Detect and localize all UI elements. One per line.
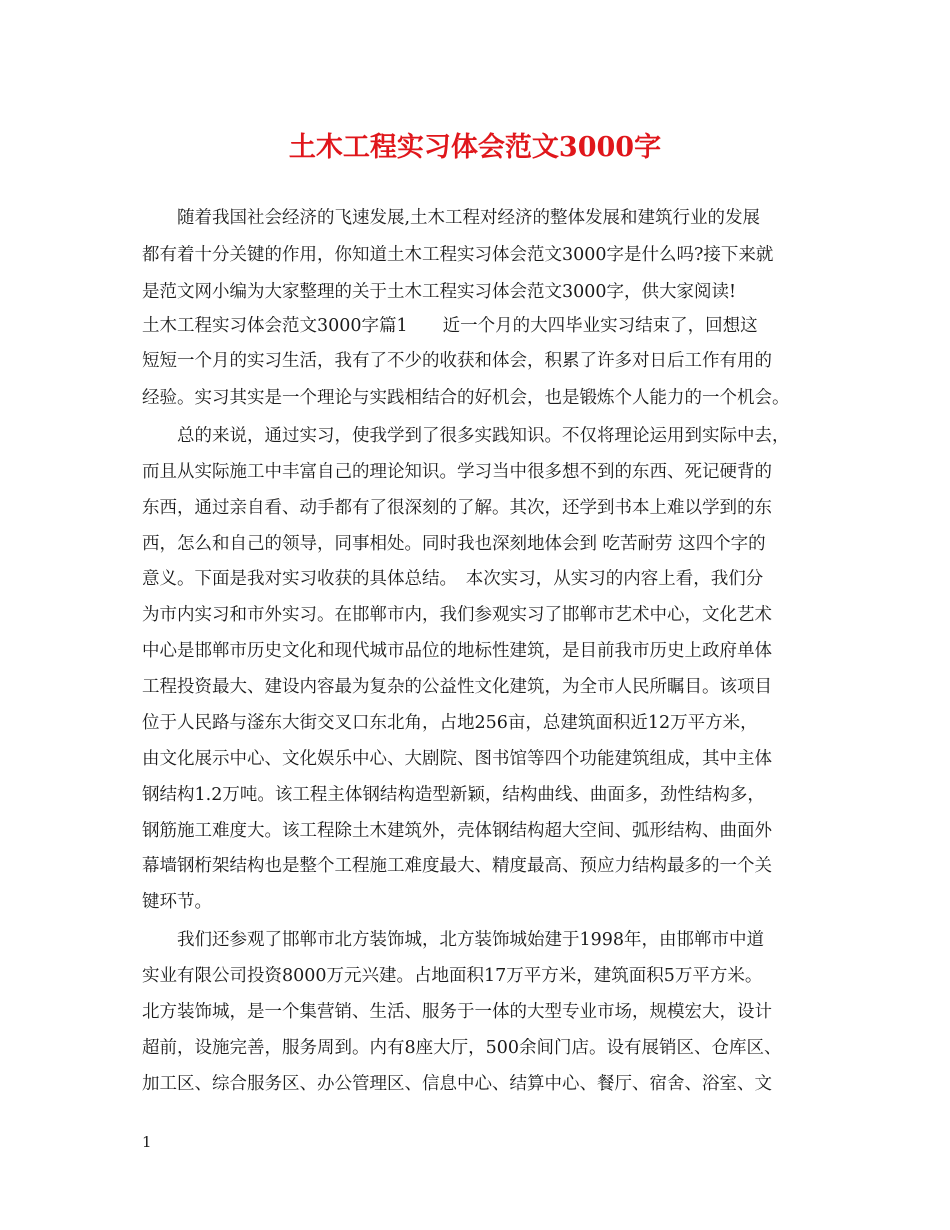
body-line: 东西，通过亲自看、动手都有了很深刻的了解。其次，还学到书本上难以学到的东 [142,498,772,518]
body-line: 为市内实习和市外实习。在邯郸市内，我们参观实习了邯郸市艺术中心，文化艺术 [142,605,772,625]
body-line: 西，怎么和自己的领导，同事相处。同时我也深刻地体会到 吃苦耐劳 这四个字的 [142,534,766,554]
page-number: 1 [142,1133,152,1151]
body-line: 是范文网小编为大家整理的关于土木工程实习体会范文3000字，供大家阅读! [142,282,737,302]
body-line: 位于人民路与滏东大街交叉口东北角，占地256亩，总建筑面积近12万平方米， [142,713,758,733]
body-line: 加工区、综合服务区、办公管理区、信息中心、结算中心、餐厅、宿舍、浴室、文 [142,1074,772,1094]
body-line: 实业有限公司投资8000万元兴建。占地面积17万平方米，建筑面积5万平方米。 [142,966,763,986]
body-line: 我们还参观了邯郸市北方装饰城，北方装饰城始建于1998年，由邯郸市中道 [177,930,765,950]
document-title: 土木工程实习体会范文3000字 [288,132,662,163]
body-line: 幕墙钢桁架结构也是整个工程施工难度最大、精度最高、预应力结构最多的一个关 [142,856,772,876]
body-line: 钢结构1.2万吨。该工程主体钢结构造型新颖，结构曲线、曲面多，劲性结构多， [142,785,765,805]
body-line: 总的来说，通过实习，使我学到了很多实践知识。不仅将理论运用到实际中去， [177,426,790,446]
body-line: 由文化展示中心、文化娱乐中心、大剧院、图书馆等四个功能建筑组成，其中主体 [142,749,772,769]
body-line: 而且从实际施工中丰富自己的理论知识。学习当中很多想不到的东西、死记硬背的 [142,462,772,482]
body-line: 随着我国社会经济的飞速发展,土木工程对经济的整体发展和建筑行业的发展 [177,208,761,228]
body-line: 中心是邯郸市历史文化和现代城市品位的地标性建筑，是目前我市历史上政府单体 [142,641,772,661]
body-line: 工程投资最大、建设内容最为复杂的公益性文化建筑，为全市人民所瞩目。该项目 [142,677,772,697]
body-line: 意义。下面是我对实习收获的具体总结。 本次实习，从实习的内容上看，我们分 [142,569,764,589]
body-line: 钢筋施工难度大。该工程除土木建筑外，壳体钢结构超大空间、弧形结构、曲面外 [142,821,772,841]
body-line: 土木工程实习体会范文3000字篇1 近一个月的大四毕业实习结束了，回想这 [142,316,758,336]
body-line: 短短一个月的实习生活，我有了不少的收获和体会，积累了许多对日后工作有用的 [142,351,772,371]
body-line: 北方装饰城，是一个集营销、生活、服务于一体的大型专业市场，规模宏大，设计 [142,1002,772,1022]
body-line: 都有着十分关键的作用，你知道土木工程实习体会范文3000字是什么吗?接下来就 [142,245,774,265]
body-line: 经验。实习其实是一个理论与实践相结合的好机会，也是锻炼个人能力的一个机会。 [142,388,790,408]
body-line: 超前，设施完善，服务周到。内有8座大厅，500余间门店。设有展销区、仓库区、 [142,1038,782,1058]
body-line: 键环节。 [142,892,212,912]
